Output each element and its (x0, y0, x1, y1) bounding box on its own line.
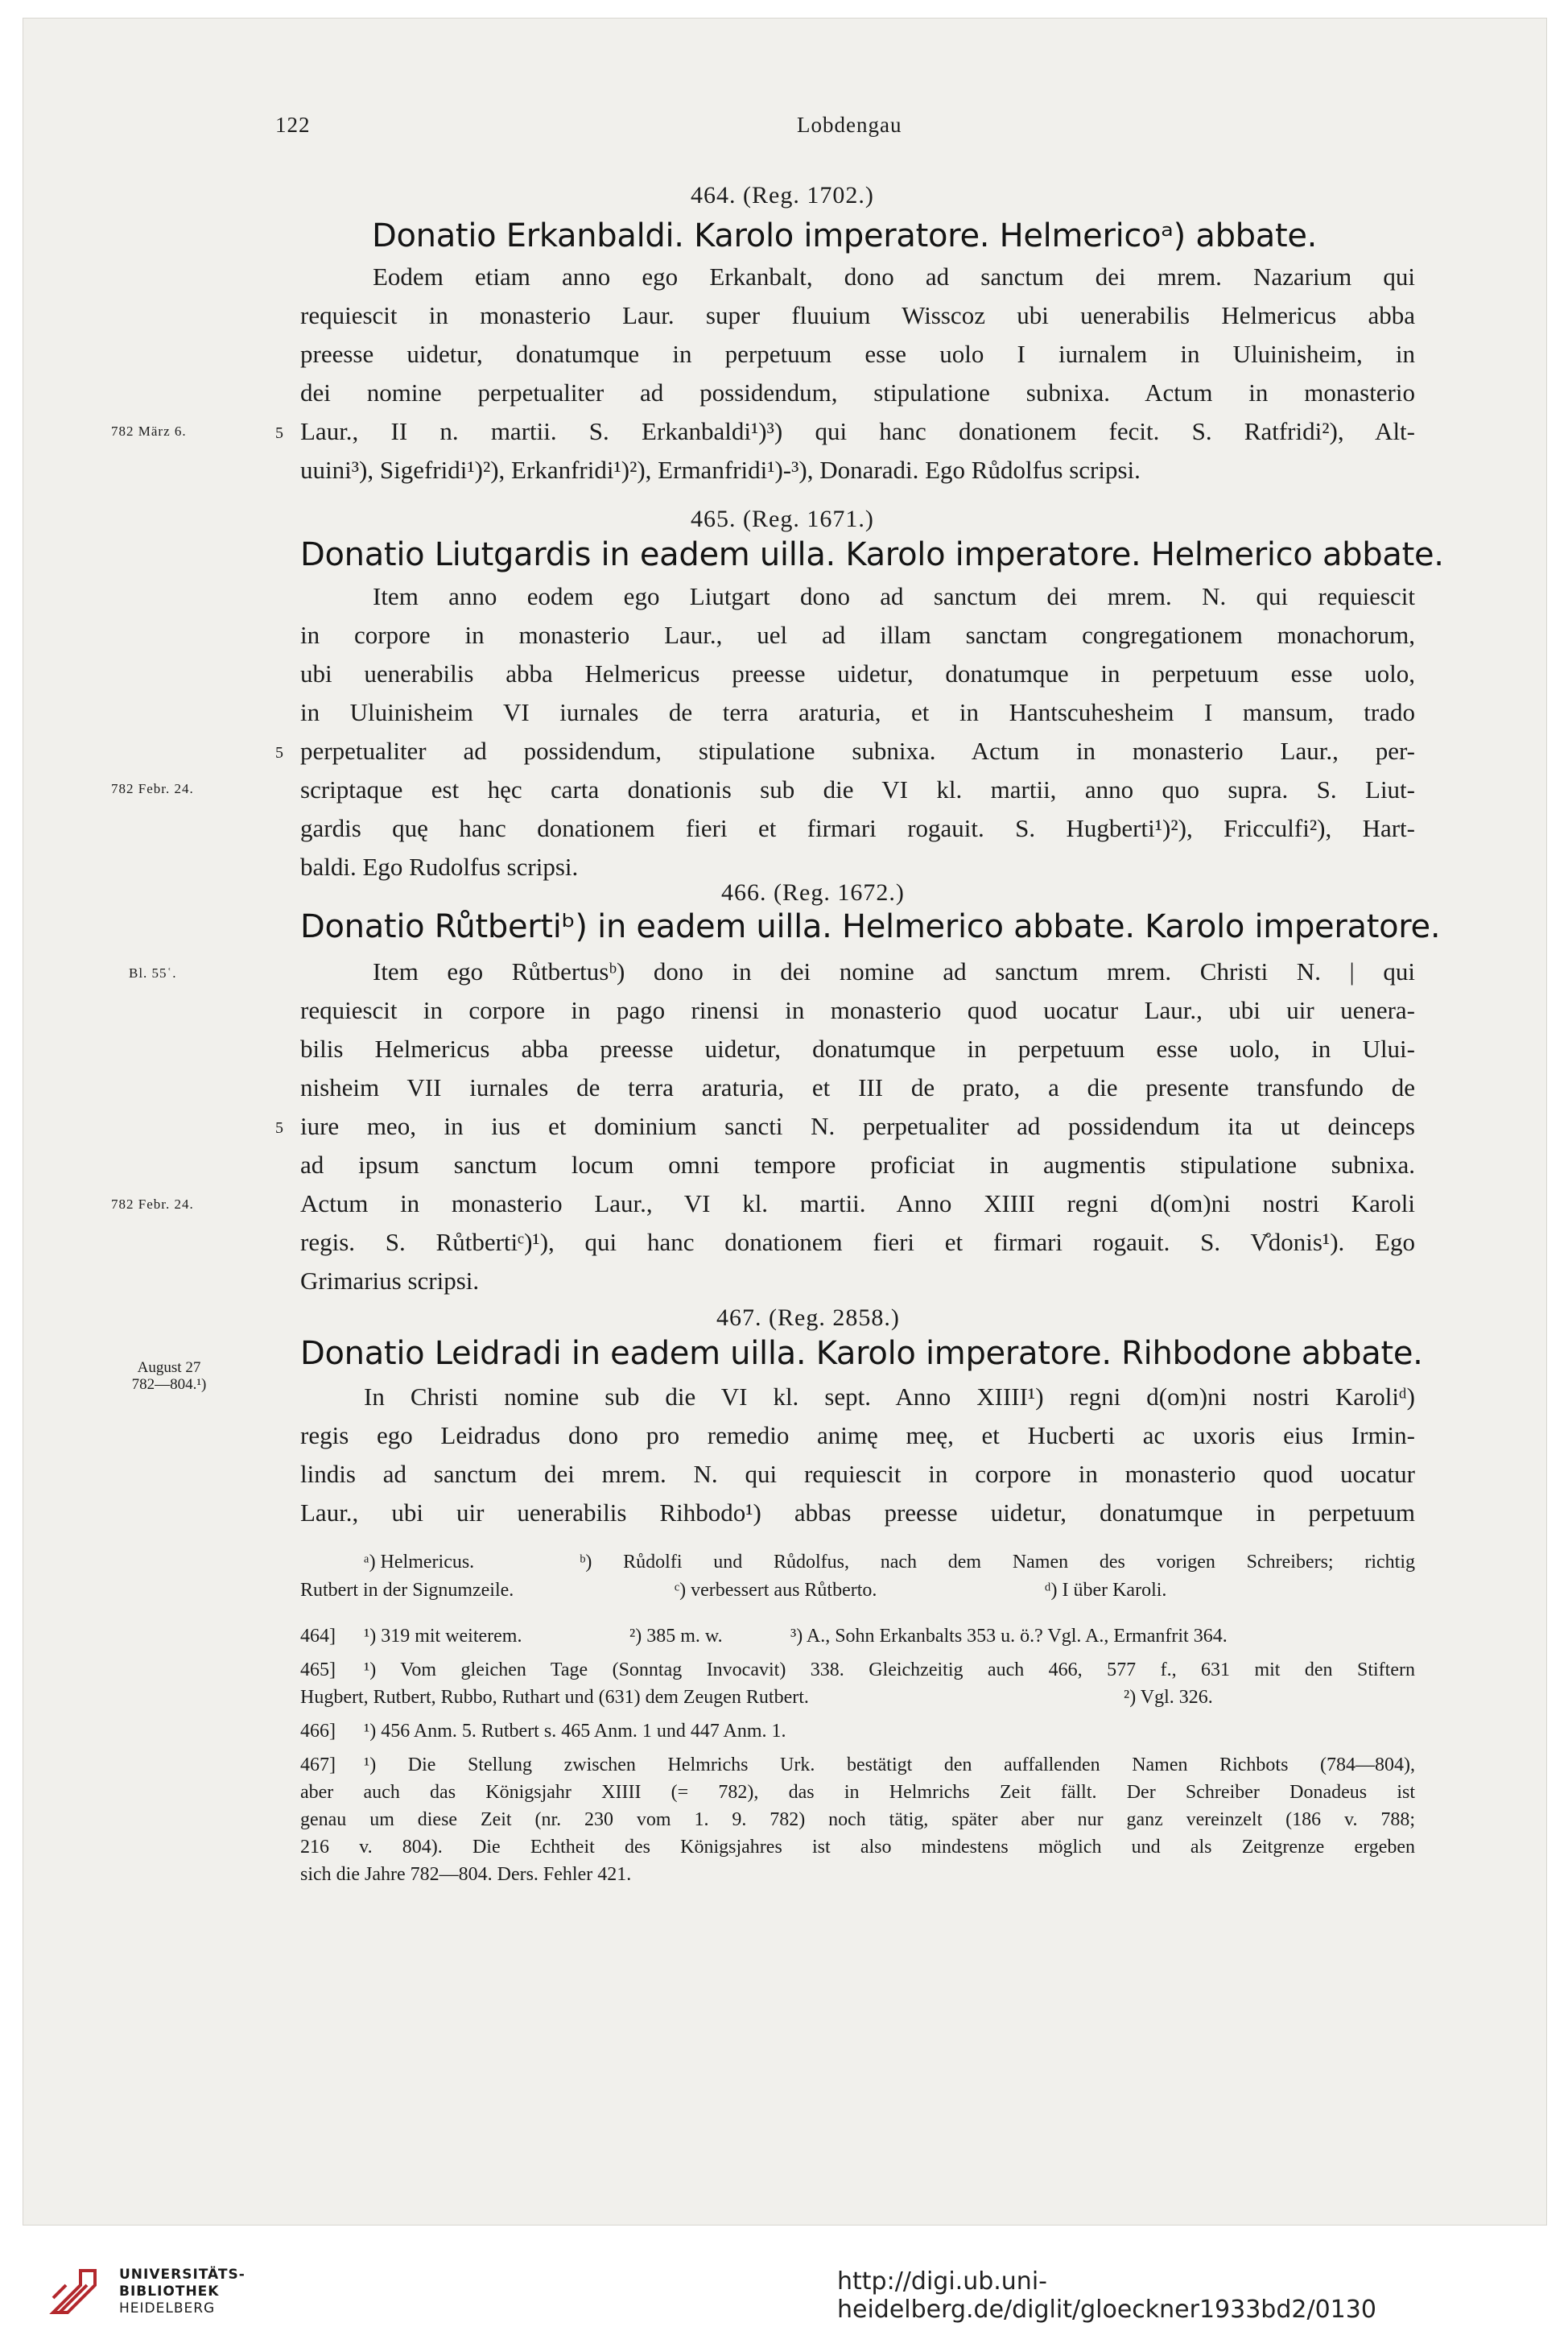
text-line: nisheim VII iurnales de terra araturia, et III de prato, a die presente transfundo de (300, 1073, 1415, 1101)
text-line: In Christi nomine sub die VI kl. sept. Anno XIIII¹) regni d(om)ni nostri Karoliᵈ) (364, 1382, 1415, 1411)
margin-date: 782 Febr. 24. (111, 781, 194, 796)
footnote-d: ᵈ) I über Karoli. (1045, 1580, 1167, 1601)
text-line: Laur., ubi uir uenerabilis Rihbodo¹) abbas preesse uidetur, donatumque in perpetuum (300, 1498, 1415, 1527)
entry-title-466: Donatio Růtbertiᵇ) in eadem uilla. Helmerico abbate. Karolo imperatore. (300, 908, 1441, 945)
library-name-line: HEIDELBERG (119, 2300, 216, 2317)
ub-heidelberg-logo-icon (48, 2261, 105, 2317)
text-line: iure meo, in ius et dominium sancti N. perpetualiter ad possidendum ita ut deinceps (300, 1112, 1415, 1140)
text-line: in corpore in monasterio Laur., uel ad illam sanctam congregationem monachorum, (300, 621, 1415, 649)
margin-date-line: 782—804.¹) (131, 1376, 207, 1393)
note-467-line: sich die Jahre 782—804. Ders. Fehler 421. (300, 1864, 632, 1885)
entry-title-467: Donatio Leidradi in eadem uilla. Karolo imperatore. Rihbodone abbate. (300, 1335, 1423, 1372)
text-line: requiescit in corpore in pago rinensi in monasterio quod uocatur Laur., ubi uir uenera- (300, 996, 1415, 1024)
footnote-c: ᶜ) verbessert aus Růtberto. (675, 1580, 877, 1601)
text-line: preesse uidetur, donatumque in perpetuum esse uolo I iurnalem in Uluinisheim, in (300, 340, 1415, 368)
text-line: gardis quę hanc donationem fieri et firmari rogauit. S. Hugberti¹)²), Fricculfi²), Hart- (300, 814, 1415, 842)
margin-folio: Bl. 55ʿ. (129, 965, 177, 981)
note-label-466: 466] (300, 1721, 336, 1742)
text-line: baldi. Ego Rudolfus scripsi. (300, 853, 579, 881)
note-467-line: genau um diese Zeit (nr. 230 vom 1. 9. 782) noch tätig, später aber nur ganz vereinzelt (186 v. 788; (300, 1809, 1415, 1830)
entry-number-464: 464. (Reg. 1702.) (691, 182, 874, 209)
text-line: regis. S. Růtbertiᶜ)¹), qui hanc donationem fieri et firmari rogauit. S. V̊donis¹). Ego (300, 1228, 1415, 1256)
text-line: bilis Helmericus abba preesse uidetur, donatumque in perpetuum esse uolo, in Ului- (300, 1035, 1415, 1063)
text-line: ad ipsum sanctum locum omni tempore proficiat in augmentis stipulatione subnixa. (300, 1151, 1415, 1179)
note-466-1: ¹) 456 Anm. 5. Rutbert s. 465 Anm. 1 und 447 Anm. 1. (364, 1721, 786, 1742)
note-465-2: ²) Vgl. 326. (1124, 1687, 1213, 1708)
margin-date: 782 März 6. (111, 424, 187, 439)
text-line: Item ego Růtbertusᵇ) dono in dei nomine ad sanctum mrem. Christi N. | qui (373, 957, 1415, 986)
text-line: in Uluinisheim VI iurnales de terra araturia, et in Hantscuhesheim I mansum, trado (300, 698, 1415, 726)
footnote-b-cont: Rutbert in der Signumzeile. (300, 1580, 514, 1601)
note-465-1: ¹) Vom gleichen Tage (Sonntag Invocavit) 338. Gleichzeitig auch 466, 577 f., 631 mit den Stiftern (364, 1659, 1415, 1680)
footnote-b: ᵇ) Růdolfi und Růdolfus, nach dem Namen des vorigen Schreibers; richtig (580, 1552, 1415, 1573)
line-number: 5 (275, 424, 283, 442)
entry-number-466: 466. (Reg. 1672.) (721, 879, 905, 906)
note-465-1b: Hugbert, Rutbert, Rubbo, Ruthart und (631) dem Zeugen Rutbert. (300, 1687, 809, 1708)
entry-number-465: 465. (Reg. 1671.) (691, 506, 874, 532)
note-464-2: ²) 385 m. w. (629, 1626, 723, 1647)
text-line: scriptaque est hęc carta donationis sub die VI kl. martii, anno quo supra. S. Liut- (300, 775, 1415, 804)
note-467-line: aber auch das Königsjahr XIIII (= 782), das in Helmrichs Zeit fällt. Der Schreiber Donadeus ist (300, 1782, 1415, 1803)
note-464-1: ¹) 319 mit weiterem. (364, 1626, 522, 1647)
text-line: Grimarius scripsi. (300, 1267, 480, 1295)
text-line: dei nomine perpetualiter ad possidendum, stipulatione subnixa. Actum in monasterio (300, 378, 1415, 407)
text-line: ubi uenerabilis abba Helmericus preesse uidetur, donatumque in perpetuum esse uolo, (300, 659, 1415, 688)
note-label-464: 464] (300, 1626, 336, 1647)
text-line: requiescit in monasterio Laur. super fluuium Wisscoz ubi uenerabilis Helmericus abba (300, 301, 1415, 329)
text-line: regis ego Leidradus dono pro remedio animę meę, et Hucberti ac uxoris eius Irmin- (300, 1421, 1415, 1449)
text-line: Item anno eodem ego Liutgart dono ad sanctum dei mrem. N. qui requiescit (373, 582, 1415, 610)
library-name-line: BIBLIOTHEK (119, 2283, 220, 2300)
text-line: Eodem etiam anno ego Erkanbalt, dono ad sanctum dei mrem. Nazarium qui (373, 262, 1415, 291)
text-line: perpetualiter ad possidendum, stipulatione subnixa. Actum in monasterio Laur., per- (300, 737, 1415, 765)
entry-title-465: Donatio Liutgardis in eadem uilla. Karolo imperatore. Helmerico abbate. (300, 536, 1444, 573)
source-url-link[interactable]: http://digi.ub.uni-heidelberg.de/diglit/gloeckner1933bd2/0130 (837, 2267, 1376, 2324)
text-line: uuini³), Sigefridi¹)²), Erkanfridi¹)²), Ermanfridi¹)-³), Donaradi. Ego Růdolfus scripsi. (300, 456, 1141, 484)
note-467-line: ¹) Die Stellung zwischen Helmrichs Urk. bestätigt den auffallenden Namen Richbots (784—804), (364, 1754, 1415, 1775)
line-number: 5 (275, 744, 283, 762)
text-line: lindis ad sanctum dei mrem. N. qui requiescit in corpore in monasterio quod uocatur (300, 1460, 1415, 1488)
margin-date: 782 Febr. 24. (111, 1196, 194, 1212)
note-label-467: 467] (300, 1754, 336, 1775)
entry-title-464: Donatio Erkanbaldi. Karolo imperatore. Helmericoᵃ) abbate. (372, 217, 1318, 254)
footnote-a: ᵃ) Helmericus. (364, 1552, 475, 1573)
margin-date-line: August 27 (137, 1359, 201, 1376)
note-label-465: 465] (300, 1659, 336, 1680)
library-name-line: UNIVERSITÄTS- (119, 2267, 246, 2283)
note-467-line: 216 v. 804). Die Echtheit des Königsjahres ist also mindestens möglich und als Zeitgrenze ergeben (300, 1837, 1415, 1858)
margin-date (121, 1359, 217, 1393)
note-464-3: ³) A., Sohn Erkanbalts 353 u. ö.? Vgl. A., Ermanfrit 364. (790, 1626, 1228, 1647)
text-line: Laur., II n. martii. S. Erkanbaldi¹)³) qui hanc donationem fecit. S. Ratfridi²), Alt- (300, 417, 1415, 445)
text-line: Actum in monasterio Laur., VI kl. martii. Anno XIIII regni d(om)ni nostri Karoli (300, 1189, 1415, 1217)
page-number: 122 (275, 113, 311, 137)
entry-number-467: 467. (Reg. 2858.) (716, 1304, 900, 1331)
running-title: Lobdengau (797, 113, 902, 137)
line-number: 5 (275, 1119, 283, 1137)
